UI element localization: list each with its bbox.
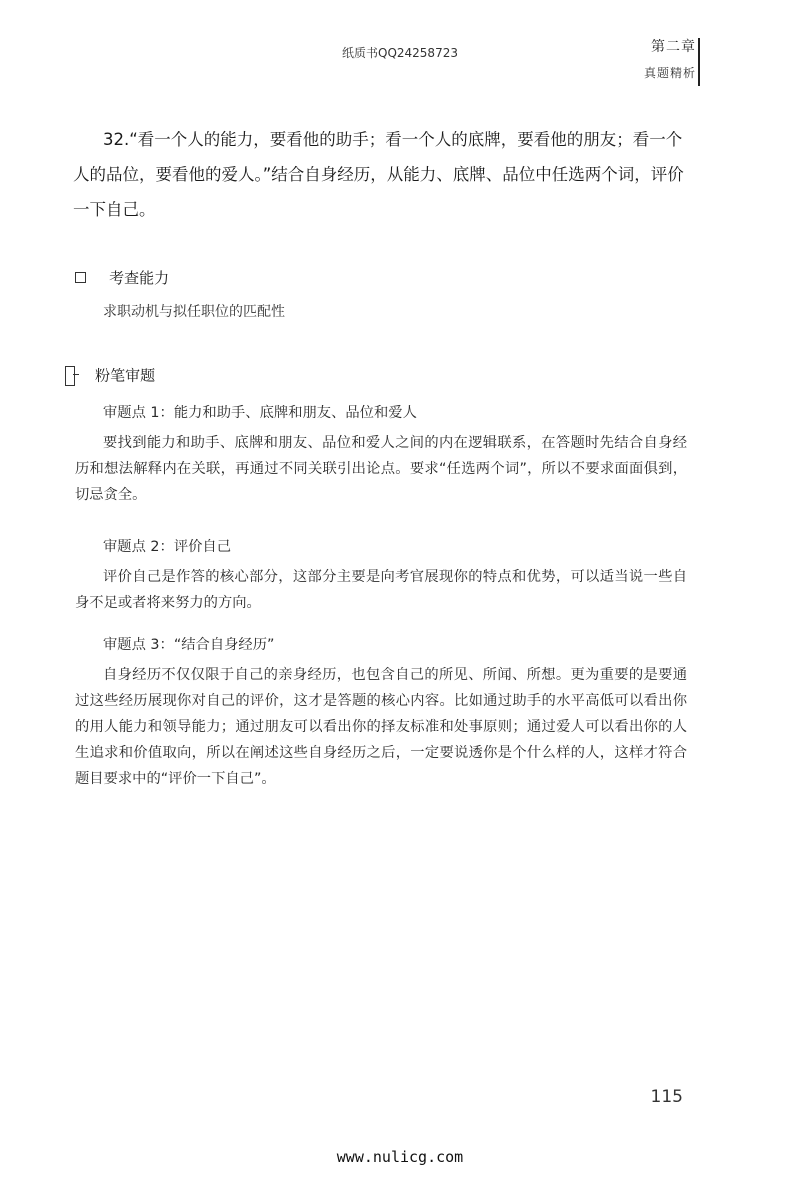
review-point-2-title: 审题点 2：评价自己 [103, 539, 232, 555]
section-kaocha-heading [75, 267, 169, 288]
review-point-2 [75, 534, 687, 616]
review-point-1-body: 要找到能力和助手、底牌和朋友、品位和爱人之间的内在逻辑联系，在答题时先结合自身经历和想法解释内在关联，再通过不同关联引出论点。要求“任选两个词”，所以不要求面面俱到，切忌贪全。 [75, 435, 687, 503]
section-kaocha-title: 考查能力 [109, 269, 170, 287]
review-point-2-body: 评价自己是作答的核心部分，这部分主要是向考官展现你的特点和优势，可以适当说一些自身不足或者将来努力的方向。 [75, 569, 687, 611]
review-point-3-title: 审题点 3：“结合自身经历” [103, 637, 275, 653]
chapter-subtitle: 真题精析 [643, 66, 696, 80]
footer-url: www.nulicg.com [336, 1148, 464, 1166]
header-watermark-text: 纸质书QQ24258723 [342, 46, 458, 60]
page-number: 115 [650, 1087, 683, 1107]
review-point-3-body: 自身经历不仅仅限于自己的亲身经历，也包含自己的所见、所闻、所想。更为重要的是要通过这些经历展现你对自己的评价，这才是答题的核心内容。比如通过助手的水平高低可以看出你的用人能力和领导能力；通过朋友可以看出你的择友标准和处事原则；通过爱人可以看出你的人生追求和价值取向，所以在阐述这些自身经历之后，一定要说透你是个什么样的人，这样才符合题目要求中的“评价一下自己”。 [75, 667, 687, 787]
pen-icon [62, 364, 80, 386]
chapter-label [644, 36, 696, 81]
section-fenbi-title: 粉笔审题 [95, 366, 156, 385]
chapter-title: 第二章 [651, 39, 696, 55]
review-point-1-title: 审题点 1：能力和助手、底牌和朋友、品位和爱人 [103, 405, 417, 421]
square-bullet-icon [75, 272, 86, 283]
section-kaocha-body: 求职动机与拟任职位的匹配性 [103, 304, 285, 320]
review-point-3 [75, 632, 687, 792]
section-fenbi-heading [62, 364, 155, 386]
review-point-1 [75, 400, 687, 508]
header-divider [698, 38, 700, 86]
question-text: 32.“看一个人的能力，要看他的助手；看一个人的底牌，要看他的朋友；看一个人的品位，要看他的爱人。”结合自身经历，从能力、底牌、品位中任选两个词，评价一下自己。 [73, 130, 684, 219]
